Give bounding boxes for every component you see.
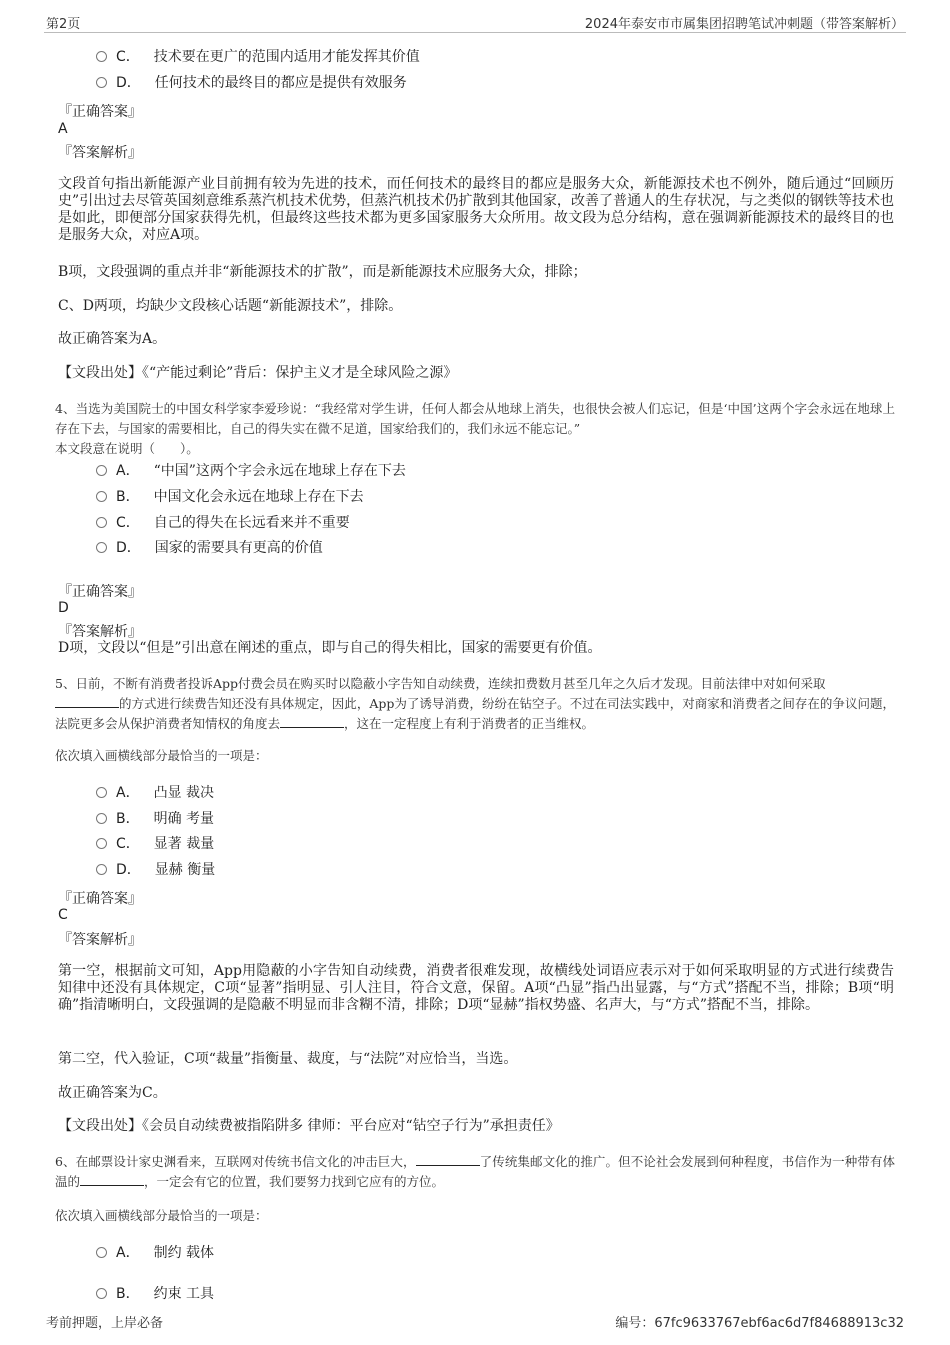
q5-analysis-conclusion: 故正确答案为C。 bbox=[58, 1085, 167, 1101]
q6-stem: 6、在邮票设计家史渊看来，互联网对传统书信文化的冲击巨大， 了传统集邮文化的推广。但不论社会发展到何种程度，书信作为一种带有体温的 ，一定会有它的位置，我们要努力找到它应有的方位。 bbox=[55, 1154, 895, 1189]
q4-answer: D bbox=[58, 600, 69, 616]
q5-correct-label: 『正确答案』 bbox=[58, 891, 142, 907]
radio-icon[interactable] bbox=[96, 838, 107, 849]
page-number: 第2页 bbox=[46, 17, 81, 32]
q3-option-c[interactable]: C． 技术要在更广的范围内适用才能发挥其价值 bbox=[96, 47, 420, 67]
q3-analysis-para-2: B项，文段强调的重点并非“新能源技术的扩散”，而是新能源技术应服务大众，排除； bbox=[58, 264, 587, 280]
document-id: 编号：67fc9633767ebf6ac6d7f84688913c32 bbox=[615, 1316, 904, 1331]
blank-line bbox=[80, 1173, 144, 1186]
footer-slogan: 考前押题，上岸必备 bbox=[46, 1316, 164, 1331]
radio-icon[interactable] bbox=[96, 787, 107, 798]
q5-source: 【文段出处】《会员自动续费被指陷阱多 律师：平台应对“钻空子行为”承担责任》 bbox=[58, 1118, 560, 1134]
radio-icon[interactable] bbox=[96, 465, 107, 476]
q5-stem: 5、日前，不断有消费者投诉App付费会员在购买时以隐蔽小字告知自动续费，连续扣费数月甚至几年之久后才发现。目前法律中对如何采取 的方式进行续费告知还没有具体规定，因此，App为了诱导消费，纷纷在钻空子。不过在司法实践中，对商家和消费者之间存在的争议问题，法院更多会从保护消费者知情权的角度去 ，这在一定程度上有利于消费者的正当维权。 bbox=[55, 676, 895, 731]
q4-option-d[interactable]: D． 国家的需要具有更高的价值 bbox=[96, 538, 323, 558]
q4-stem: 4、当选为美国院士的中国女科学家李爱珍说：“我经常对学生讲，任何人都会从地球上消失，也很快会被人们忘记，但是‘中国’这两个字会永远在地球上存在下去，与国家的需要相比，自己的得失实在微不足道，国家给我们的，我们永远不能忘记。” bbox=[55, 401, 895, 436]
q6-option-b[interactable]: B． 约束 工具 bbox=[96, 1284, 214, 1304]
q5-option-b[interactable]: B． 明确 考量 bbox=[96, 809, 214, 829]
radio-icon[interactable] bbox=[96, 51, 107, 62]
q4-option-b[interactable]: B． 中国文化会永远在地球上存在下去 bbox=[96, 487, 364, 507]
blank-line bbox=[416, 1153, 480, 1166]
blank-line bbox=[280, 715, 344, 728]
q5-analysis-para-2: 第二空，代入验证，C项“裁量”指衡量、裁度，与“法院”对应恰当，当选。 bbox=[58, 1051, 518, 1067]
q5-option-c[interactable]: C． 显著 裁量 bbox=[96, 834, 214, 854]
radio-icon[interactable] bbox=[96, 491, 107, 502]
q5-answer: C bbox=[58, 907, 68, 923]
q4-option-a[interactable]: A． “中国”这两个字会永远在地球上存在下去 bbox=[96, 461, 406, 481]
page-header bbox=[44, 10, 906, 33]
q4-analysis-label: 『答案解析』 bbox=[58, 624, 142, 640]
q3-analysis-para-3: C、D两项，均缺少文段核心话题“新能源技术”，排除。 bbox=[58, 298, 403, 314]
radio-icon[interactable] bbox=[96, 813, 107, 824]
q5-option-d[interactable]: D． 显赫 衡量 bbox=[96, 860, 215, 880]
q3-analysis-conclusion: 故正确答案为A。 bbox=[58, 331, 167, 347]
q6-option-a[interactable]: A． 制约 载体 bbox=[96, 1243, 214, 1263]
document-title: 2024年泰安市市属集团招聘笔试冲刺题（带答案解析） bbox=[584, 17, 904, 32]
q5-analysis-para-1: 第一空，根据前文可知，App用隐蔽的小字告知自动续费，消费者很难发现，故横线处词语应表示对于如何采取明显的方式进行续费告知律中还没有具体规定，C项“显著”指明显、引人注目，符合文意，保留。A项“凸显”指凸出显露，与“方式”搭配不当，排除；B项“明确”指清晰明白，文段强调的是隐蔽不明显而非含糊不清，排除；D项“显赫”指权势盛、名声大，与“方式”搭配不当，排除。 bbox=[58, 963, 894, 1013]
q3-option-d[interactable]: D． 任何技术的最终目的都应是提供有效服务 bbox=[96, 73, 407, 93]
q3-answer: A bbox=[58, 121, 68, 137]
q3-source: 【文段出处】《“产能过剩论”背后：保护主义才是全球风险之源》 bbox=[58, 365, 458, 381]
q6-prompt: 依次填入画横线部分最恰当的一项是： bbox=[55, 1208, 268, 1223]
q5-analysis-label: 『答案解析』 bbox=[58, 932, 142, 948]
page-footer bbox=[44, 1312, 906, 1332]
q4-prompt: 本文段意在说明（ ）。 bbox=[55, 441, 199, 456]
q4-analysis: D项，文段以“但是”引出意在阐述的重点，即与自己的得失相比，国家的需要更有价值。 bbox=[58, 640, 602, 656]
q4-correct-label: 『正确答案』 bbox=[58, 584, 142, 600]
radio-icon[interactable] bbox=[96, 517, 107, 528]
q3-analysis-label: 『答案解析』 bbox=[58, 145, 142, 161]
q3-correct-label: 『正确答案』 bbox=[58, 104, 142, 120]
blank-line bbox=[55, 695, 119, 708]
radio-icon[interactable] bbox=[96, 542, 107, 553]
radio-icon[interactable] bbox=[96, 864, 107, 875]
q4-option-c[interactable]: C． 自己的得失在长远看来并不重要 bbox=[96, 513, 350, 533]
q5-option-a[interactable]: A． 凸显 裁决 bbox=[96, 783, 214, 803]
radio-icon[interactable] bbox=[96, 77, 107, 88]
q3-analysis-para-1: 文段首句指出新能源产业目前拥有较为先进的技术，而任何技术的最终目的都应是服务大众，新能源技术也不例外，随后通过“回顾历史”引出过去尽管英国刻意维系蒸汽机技术优势，但蒸汽机技术仍扩散到其他国家，改善了普通人的生存状况，与之类似的钢铁等技术也是如此，即便部分国家获得先机，但最终这些技术都为更多国家服务大众所用。故文段为总分结构，意在强调新能源技术的最终目的也是服务大众，对应A项。 bbox=[58, 176, 894, 243]
radio-icon[interactable] bbox=[96, 1247, 107, 1258]
radio-icon[interactable] bbox=[96, 1288, 107, 1299]
q5-prompt: 依次填入画横线部分最恰当的一项是： bbox=[55, 748, 268, 763]
